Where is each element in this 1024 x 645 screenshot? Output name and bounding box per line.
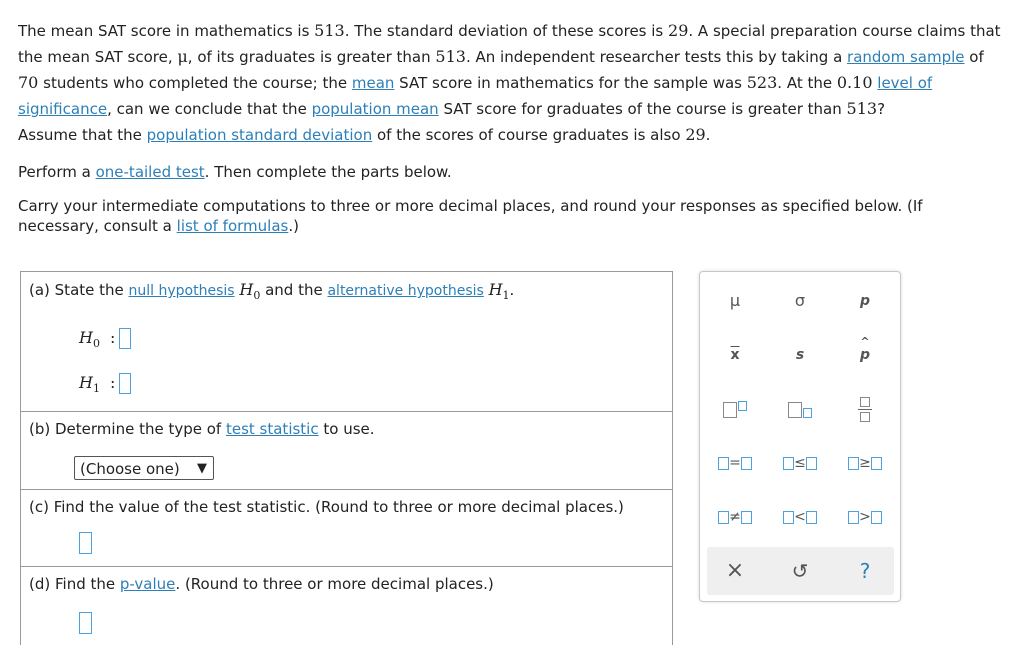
alternative-hypothesis-input[interactable] [119,373,131,394]
problem-text: SAT score in mathematics for the sample was [394,74,747,92]
box-icon [718,511,729,524]
palette-actions [707,547,894,595]
denominator-box-icon [860,412,870,422]
problem-text: , of its graduates is greater than [187,48,436,66]
superscript-button[interactable] [715,394,755,424]
mean-link[interactable]: mean [351,74,395,92]
sigma-icon: σ [794,291,806,310]
instruction-text: . Then complete the parts below. [204,163,452,181]
h-subscript: 1 [502,289,510,303]
box-icon [806,511,817,524]
subscript-button[interactable] [780,394,820,424]
test-statistic-input[interactable] [79,532,92,554]
population-mean-link[interactable]: population mean [311,100,439,118]
hat-mark: ^ [860,335,870,348]
sigma-button[interactable] [780,286,820,316]
part-a-text: (a) State the [29,281,129,299]
population-standard-deviation-link[interactable]: population standard deviation [146,126,373,144]
h1-symbol [488,280,510,303]
superscript-box-icon [738,401,747,411]
fraction-bar-icon [858,409,872,410]
p-button[interactable] [845,286,885,316]
box-icon [741,457,752,470]
instruction-text: Perform a [18,163,96,181]
alternative-hypothesis-row [79,373,131,395]
not-equal-button[interactable] [715,502,755,532]
part-a-label [29,280,514,302]
part-a-text: and the [260,281,328,299]
null-hypothesis-input[interactable] [119,328,131,349]
box-icon [718,457,729,470]
fraction-icon [858,397,872,422]
p-value-link[interactable]: p-value [119,575,176,593]
problem-text: of the scores of course graduates is also [372,126,686,144]
part-c [21,490,672,567]
perform-instruction [18,162,1008,182]
part-b [21,412,672,490]
equals-button[interactable] [715,448,755,478]
less-equal-button[interactable] [780,448,820,478]
problem-text: . A special preparation course claims that the mean SAT score, [18,22,1001,66]
box-icon [871,511,882,524]
part-b-label [29,420,375,438]
numerator-box-icon [860,397,870,407]
one-tailed-test-link[interactable]: one-tailed test [95,163,205,181]
problem-statement [18,18,1008,148]
greater-than-button[interactable] [845,502,885,532]
list-of-formulas-link[interactable]: list of formulas [176,217,289,235]
box-icon [783,457,794,470]
part-d [21,567,672,645]
symbol-palette [699,271,901,602]
s-button[interactable] [780,340,820,370]
box-icon [871,457,882,470]
std-dev-value: 29 [668,21,689,40]
problem-text: . At the [777,74,837,92]
dropdown-arrow-icon: ▼ [197,461,207,476]
subscript-box-icon [803,408,812,418]
colon: : [109,328,116,347]
test-statistic-select[interactable] [74,456,214,480]
problem-text: , can we conclude that the [107,100,312,118]
problem-text: SAT score for graduates of the course is greater than [438,100,847,118]
s-icon: s [795,347,805,363]
h-letter: H [79,373,93,392]
p-icon: p [859,293,871,309]
null-hypothesis-link[interactable]: null hypothesis [128,283,235,299]
mu-button[interactable] [715,286,755,316]
close-icon: × [725,558,745,583]
part-d-text: . (Round to three or more decimal places.) [175,575,494,593]
colon: : [109,373,116,392]
equals-icon: = [729,455,741,471]
sample-mean-value: 523 [746,73,778,92]
help-icon: ? [859,559,871,583]
mu-icon: μ [729,291,741,310]
less-than-button[interactable] [780,502,820,532]
problem-text: . [705,126,711,144]
help-button[interactable] [845,556,885,586]
phat-letter: p [859,347,871,363]
greater-than-icon: > [859,509,871,525]
part-b-text: to use. [318,420,375,438]
significance-value: 0.10 [836,73,873,92]
h-letter: H [79,328,93,347]
problem-text: Assume that the [18,126,147,144]
phat-button[interactable] [845,335,885,370]
p-value-input[interactable] [79,612,92,634]
h-letter: H [488,280,503,299]
std-dev-value: 29 [685,125,706,144]
undo-icon: ↺ [791,559,809,583]
box-icon [741,511,752,524]
box-icon [848,511,859,524]
h-subscript: 1 [92,382,100,396]
h-subscript: 0 [92,337,100,351]
h0-symbol [239,280,261,303]
part-b-text: (b) Determine the type of [29,420,226,438]
select-value: (Choose one) [80,460,180,478]
problem-text: of [964,48,984,66]
box-icon [848,457,859,470]
greater-equal-icon: ≥ [859,455,871,471]
level-of-significance-link[interactable]: level of significance [18,74,933,118]
h-letter: H [239,280,254,299]
population-mean-value: 513 [314,21,345,40]
test-statistic-link[interactable]: test statistic [225,420,319,438]
null-hypothesis-row [79,328,131,350]
part-a [21,272,672,412]
part-a-text: . [509,281,515,299]
clear-button[interactable] [715,556,755,586]
claim-value: 513 [846,99,878,118]
claim-value: 513 [435,47,466,66]
sample-size-value: 70 [18,73,39,92]
instruction-text: Carry your intermediate computations to three or more decimal places, and round your responses as specified below. (If necessary, consult a [18,197,923,235]
carry-instruction [18,196,1008,236]
part-d-text: (d) Find the [29,575,120,593]
xbar-icon: $\overline{x}$ [730,347,740,363]
h-subscript: 0 [253,289,261,303]
alternative-hypothesis-link[interactable]: alternative hypothesis [327,283,484,299]
phat-icon [859,335,871,370]
box-icon [783,511,794,524]
problem-text: ? [877,100,886,118]
mu-symbol: μ [177,47,188,66]
instruction-text: .) [288,217,299,235]
box-icon [806,457,817,470]
less-equal-icon: ≤ [794,455,806,471]
base-box-icon [723,402,737,418]
part-c-label: (c) Find the value of the test statistic. (Round to three or more decimal places.) [29,498,624,516]
questions-panel [20,271,673,645]
less-than-icon: < [794,509,806,525]
fraction-button[interactable] [845,394,885,424]
base-box-icon [788,402,802,418]
random-sample-link[interactable]: random sample [847,48,965,66]
problem-text: . An independent researcher tests this by taking a [465,48,848,66]
undo-button[interactable] [780,556,820,586]
part-d-label [29,575,494,593]
xbar-button[interactable] [715,340,755,370]
problem-text: . The standard deviation of these scores is [344,22,669,40]
problem-text: The mean SAT score in mathematics is [18,22,315,40]
greater-equal-button[interactable] [845,448,885,478]
problem-text: students who completed the course; the [38,74,352,92]
not-equal-icon: ≠ [729,509,741,525]
